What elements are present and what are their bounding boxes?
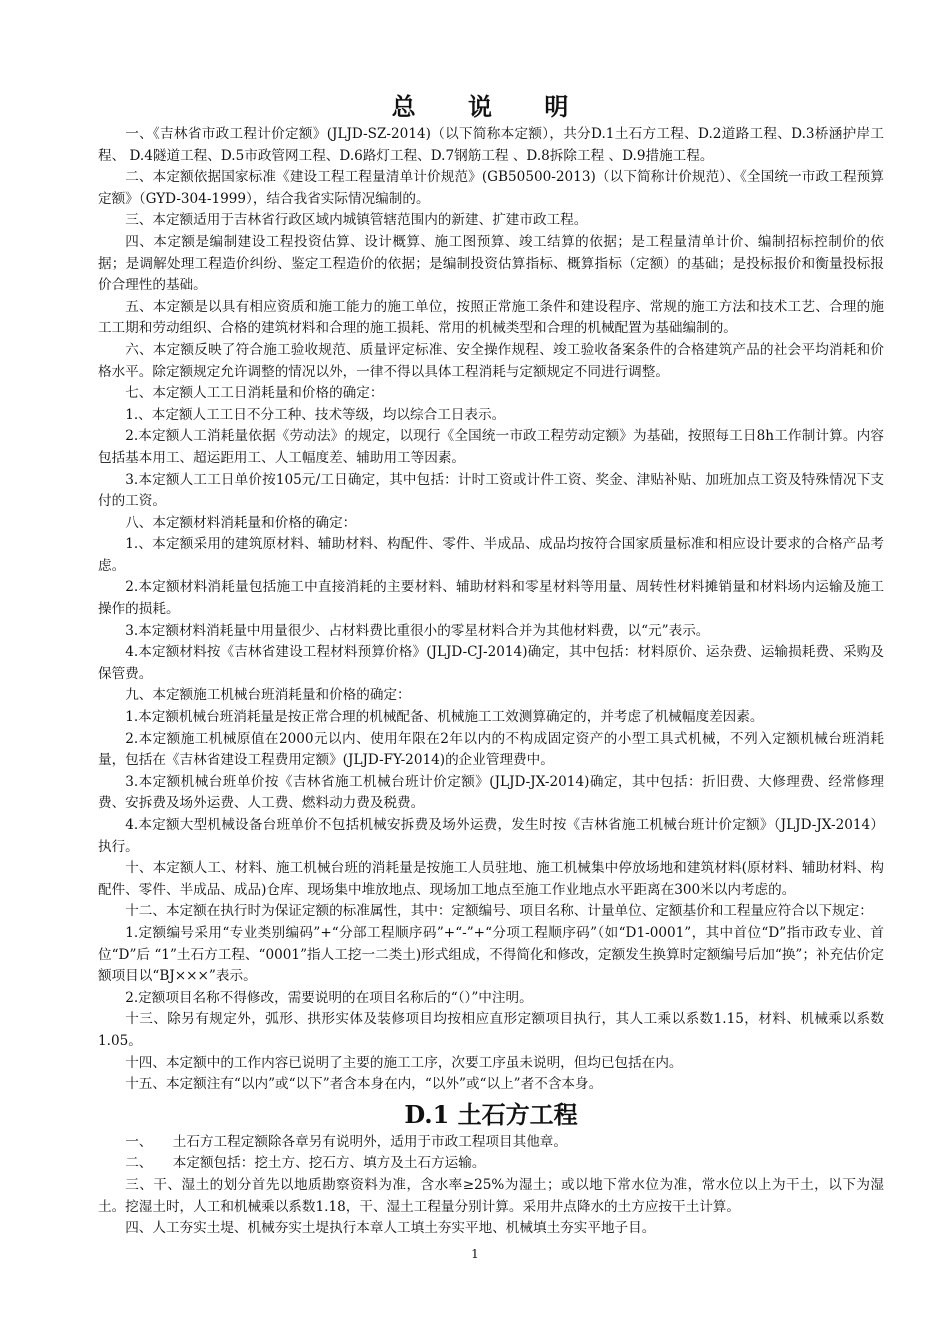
paragraph: 1.本定额机械台班消耗量是按正常合理的机械配备、机械施工工效测算确定的，并考虑了机械幅度差因素。	[125, 709, 764, 726]
paragraph: 七、本定额人工工日消耗量和价格的确定：	[125, 385, 384, 402]
paragraph: 1.定额编号采用“专业类别编码”+“分部工程顺序码”+“-”+“分项工程顺序码”（如“D1-0001”，其中首位“D”指市政专业、首位“D”后 “1”土石方工程、“0001”指人工挖一二类土)形式组成，不得简化和修改，定额发生换算时定额编号后加“换”；补充估价定额项目以“BJ×××”表示。	[98, 924, 884, 985]
paragraph: 九、本定额施工机械台班消耗量和价格的确定：	[125, 687, 411, 704]
paragraph: 三、干、湿土的划分首先以地质勘察资料为准，含水率≥25%为湿土；或以地下常水位为准，常水位以上为干土，以下为湿土。挖湿土时，人工和机械乘以系数1.18，干、湿土工程量分别计算。采用井点降水的土方应按干土计算。	[98, 1176, 884, 1215]
paragraph: 3.本定额机械台班单价按《吉林省施工机械台班计价定额》(JLJD-JX-2014)确定，其中包括：折旧费、大修理费、经常修理费、安拆费及场外运费、人工费、燃料动力费及税费。	[98, 773, 884, 812]
general-notes	[98, 124, 884, 1096]
paragraph: 4.本定额大型机械设备台班单价不包括机械安拆费及场外运费，发生时按《吉林省施工机械台班计价定额》（JLJD-JX-2014）执行。	[98, 817, 884, 855]
paragraph: 1.、本定额人工工日不分工种、技术等级，均以综合工日表示。	[125, 406, 506, 423]
paragraph: 十四、本定额中的工作内容已说明了主要的施工工序，次要工序虽未说明，但均已包括在内。	[125, 1054, 683, 1071]
paragraph: 十、本定额人工、材料、施工机械台班的消耗量是按施工人员驻地、施工机械集中停放场地和建筑材料(原材料、辅助材料、构配件、零件、半成品、成品)仓库、现场集中堆放地点、现场加工地点至施工作业地点水平距离在300米以内考虑的。	[98, 860, 884, 898]
paragraph: 四、人工夯实土堤、机械夯实土堤执行本章人工填土夯实平地、机械填土夯实平地子目。	[125, 1220, 656, 1237]
paragraph: 十五、本定额注有“以内”或“以下”者含本身在内，“以外”或“以上”者不含本身。	[125, 1076, 603, 1093]
paragraph: 一、《吉林省市政工程计价定额》(JLJD-SZ-2014)（以下简称本定额），共分D.1土石方工程、D.2道路工程、D.3桥涵护岸工程、 D.4隧道工程、D.5市政管网工程、D.6路灯工程、D.7钢筋工程 、D.8拆除工程 、D.9措施工程。	[98, 126, 884, 164]
section-notes	[98, 1132, 884, 1240]
paragraph: 十三、除另有规定外，弧形、拱形实体及装修项目均按相应直形定额项目执行，其人工乘以系数1.15，材料、机械乘以系数1.05。	[98, 1011, 884, 1049]
paragraph: 2.本定额材料消耗量包括施工中直接消耗的主要材料、辅助材料和零星材料等用量、周转性材料摊销量和材料场内运输及施工操作的损耗。	[98, 579, 884, 618]
section-title: D.1 土石方工程	[404, 1099, 578, 1129]
paragraph: 2.本定额施工机械原值在2000元以内、使用年限在2年以内的不构成固定资产的小型工具式机械，不列入定额机械台班消耗量，包括在《吉林省建设工程费用定额》(JLJD-FY-2014)的企业管理费中。	[98, 730, 884, 769]
paragraph: 3.本定额人工工日单价按105元/工日确定，其中包括：计时工资或计件工资、奖金、津贴补贴、加班加点工资及特殊情况下支付的工资。	[98, 471, 884, 510]
paragraph: 2.本定额人工消耗量依据《劳动法》的规定，以现行《全国统一市政工程劳动定额》为基础，按照每工日8h工作制计算。内容包括基本用工、超运距用工、人工幅度差、辅助用工等因素。	[98, 428, 884, 466]
paragraph: 二、本定额依据国家标准《建设工程工程量清单计价规范》(GB50500-2013)（以下简称计价规范）、《全国统一市政工程预算定额》（GYD-304-1999），结合我省实际情况编制的。	[98, 169, 884, 207]
paragraph: 五、本定额是以具有相应资质和施工能力的施工单位，按照正常施工条件和建设程序、常规的施工方法和技术工艺、合理的施工工期和劳动组织、合格的建筑材料和合理的施工损耗、常用的机械类型和合理的机械配置为基础编制的。	[98, 298, 884, 337]
paragraph: 三、本定额适用于吉林省行政区域内城镇管辖范围内的新建、扩建市政工程。	[125, 212, 588, 229]
page-number: 1	[471, 1247, 479, 1261]
paragraph: 1.、本定额采用的建筑原材料、辅助材料、构配件、零件、半成品、成品均按符合国家质量标准和相应设计要求的合格产品考虑。	[98, 536, 884, 574]
paragraph: 4.本定额材料按《吉林省建设工程材料预算价格》(JLJD-CJ-2014)确定，其中包括：材料原价、运杂费、运输损耗费、采购及保管费。	[98, 644, 884, 682]
paragraph: 八、本定额材料消耗量和价格的确定：	[125, 514, 357, 531]
paragraph: 四、本定额是编制建设工程投资估算、设计概算、施工图预算、竣工结算的依据；是工程量清单计价、编制招标控制价的依据；是调解处理工程造价纠纷、鉴定工程造价的依据；是编制投资估算指标、概算指标（定额）的基础；是投标报价和衡量投标报价合理性的基础。	[98, 233, 884, 294]
paragraph: 3.本定额材料消耗量中用量很少、占材料费比重很小的零星材料合并为其他材料费，以“元”表示。	[125, 622, 710, 639]
paragraph: 一、 土石方工程定额除各章另有说明外，适用于市政工程项目其他章。	[125, 1133, 567, 1150]
page-title: 总 说 明	[391, 92, 591, 121]
paragraph: 十二、本定额在执行时为保证定额的标准属性，其中：定额编号、项目名称、计量单位、定额基价和工程量应符合以下规定：	[125, 903, 873, 920]
paragraph: 六、本定额反映了符合施工验收规范、质量评定标准、安全操作规程、竣工验收备案条件的合格建筑产品的社会平均消耗和价格水平。除定额规定允许调整的情况以外，一律不得以具体工程消耗与定额规定不同进行调整。	[98, 341, 884, 380]
paragraph: 二、 本定额包括：挖土方、挖石方、填方及土石方运输。	[125, 1155, 486, 1172]
paragraph: 2.定额项目名称不得修改，需要说明的在项目名称后的“（）”中注明。	[125, 989, 533, 1006]
page-content	[98, 90, 884, 1240]
